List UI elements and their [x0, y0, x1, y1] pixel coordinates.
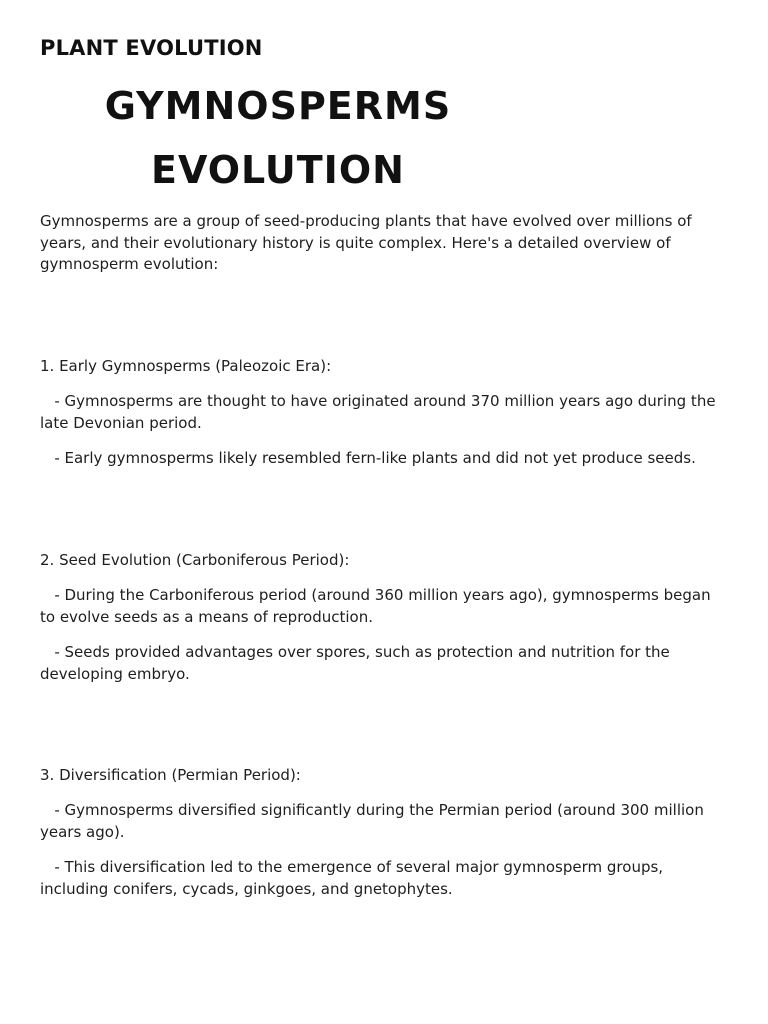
- section-kicker: PLANT EVOLUTION: [40, 36, 263, 60]
- section-1-heading: 1. Early Gymnosperms (Paleozoic Era):: [40, 357, 332, 375]
- page-title-line-2: EVOLUTION: [151, 148, 405, 192]
- section-3-point-2: - This diversification led to the emergence of several major gymnosperm groups, including conifers, cycads, ginkgoes, and gnetophytes.: [40, 858, 668, 898]
- page-title-line-1: GYMNOSPERMS: [104, 84, 452, 128]
- section-3-point-1: - Gymnosperms diversified significantly during the Permian period (around 300 million years ago).: [40, 801, 709, 841]
- section-3-heading: 3. Diversification (Permian Period):: [40, 766, 301, 784]
- section-1-point-2: - Early gymnosperms likely resembled fern-like plants and did not yet produce seeds.: [40, 449, 696, 467]
- intro-paragraph: Gymnosperms are a group of seed-producing plants that have evolved over millions of years, and their evolutionary history is quite complex. Here's a detailed overview of gymnosperm evolution:: [40, 212, 692, 273]
- section-2-point-1: - During the Carboniferous period (around 360 million years ago), gymnosperms began to evolve seeds as a means of reproduction.: [40, 586, 716, 626]
- section-2-point-2: - Seeds provided advantages over spores, such as protection and nutrition for the developing embryo.: [40, 643, 675, 683]
- section-1-point-1: - Gymnosperms are thought to have originated around 370 million years ago during the late Devonian period.: [40, 392, 721, 432]
- section-2-heading: 2. Seed Evolution (Carboniferous Period):: [40, 551, 350, 569]
